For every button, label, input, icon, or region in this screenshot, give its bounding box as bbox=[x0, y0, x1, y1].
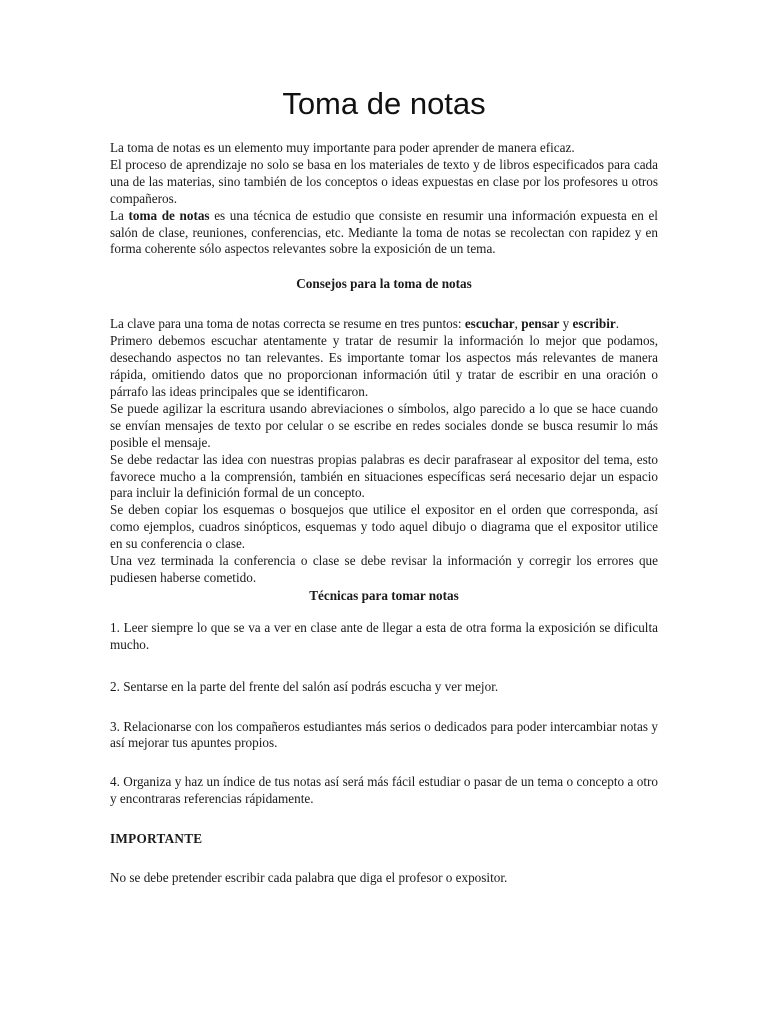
intro-paragraph-2: El proceso de aprendizaje no solo se basa en los materiales de texto y de libros especificados para cada una de las materias, sino también de los conceptos o ideas expuestas en clase por los profesores u otros compañeros. bbox=[110, 156, 658, 206]
intro-p3-bold-term: toma de notas bbox=[128, 207, 210, 223]
key-point-pensar: pensar bbox=[521, 316, 560, 332]
intro-paragraph-1: La toma de notas es un elemento muy importante para poder aprender de manera eficaz. bbox=[110, 140, 575, 155]
intro-paragraph-3 bbox=[110, 208, 658, 259]
consejos-paragraph-1: Primero debemos escuchar atentamente y tratar de resumir la información lo mejor que podamos, desechando aspectos no tan relevantes. Es importante tomar los aspectos más relevantes de manera rápida, omitiendo datos que no proporcionan información útil y tratar de escribir en una oración o párrafo las ideas principales que se identificaron. bbox=[110, 333, 658, 399]
importante-heading: IMPORTANTE bbox=[110, 831, 203, 847]
consejos-heading: Consejos para la toma de notas bbox=[296, 276, 472, 292]
tecnica-item-3: 3. Relacionarse con los compañeros estudiantes más serios o dedicados para poder intercambiar notas y así mejorar tus apuntes propios. bbox=[110, 718, 658, 751]
consejos-paragraph-2: Se puede agilizar la escritura usando abreviaciones o símbolos, algo parecido a lo que se hace cuando se envían mensajes de texto por celular o se escribe en redes sociales donde se busca resumir lo más posible el mensaje. bbox=[110, 400, 658, 450]
tecnica-item-1: 1. Leer siempre lo que se va a ver en clase ante de llegar a esta de otra forma la exposición se dificulta mucho. bbox=[110, 619, 658, 652]
key-point-escuchar: escuchar bbox=[464, 316, 515, 332]
consejos-key-points bbox=[110, 316, 658, 333]
importante-text: No se debe pretender escribir cada palabra que diga el profesor o expositor. bbox=[110, 870, 508, 886]
intro-p3-start: La bbox=[110, 207, 129, 223]
intro-p3-rest: es una técnica de estudio que consiste en resumir una información expuesta en el salón de clase, reuniones, conferencias, etc. Mediante la toma de notas se recolectan con rapidez y en forma coherente sólo aspectos relevantes sobre la exposición de un tema. bbox=[110, 207, 658, 257]
tecnica-item-2: 2. Sentarse en la parte del frente del salón así podrás escucha y ver mejor. bbox=[110, 678, 499, 694]
key-points-end: . bbox=[615, 316, 620, 332]
tecnica-item-4: 4. Organiza y haz un índice de tus notas así será más fácil estudiar o pasar de un tema o concepto a otro y encontraras referencias rápidamente. bbox=[110, 774, 658, 807]
key-points-intro: La clave para una toma de notas correcta se resume en tres puntos: bbox=[110, 316, 465, 332]
key-separator-2: y bbox=[559, 316, 573, 332]
consejos-paragraph-4: Se deben copiar los esquemas o bosquejos que utilice el expositor en el orden que corresponda, así como ejemplos, cuadros sinópticos, esquemas y todo aquel dibujo o diagrama que el expositor utilice en su conferencia o clase. bbox=[110, 502, 658, 552]
consejos-paragraph-3: Se debe redactar las idea con nuestras propias palabras es decir parafrasear al expositor del tema, esto favorece mucho a la comprensión, también en situaciones específicas será necesario dejar un espacio para incluir la definición formal de un concepto. bbox=[110, 451, 658, 501]
page-title: Toma de notas bbox=[282, 86, 486, 121]
consejos-paragraph-5: Una vez terminada la conferencia o clase se debe revisar la información y corregir los errores que pudiesen haberse cometido. bbox=[110, 553, 658, 585]
key-separator-1: , bbox=[514, 316, 522, 332]
tecnicas-heading: Técnicas para tomar notas bbox=[309, 587, 459, 603]
key-point-escribir: escribir bbox=[572, 316, 616, 332]
